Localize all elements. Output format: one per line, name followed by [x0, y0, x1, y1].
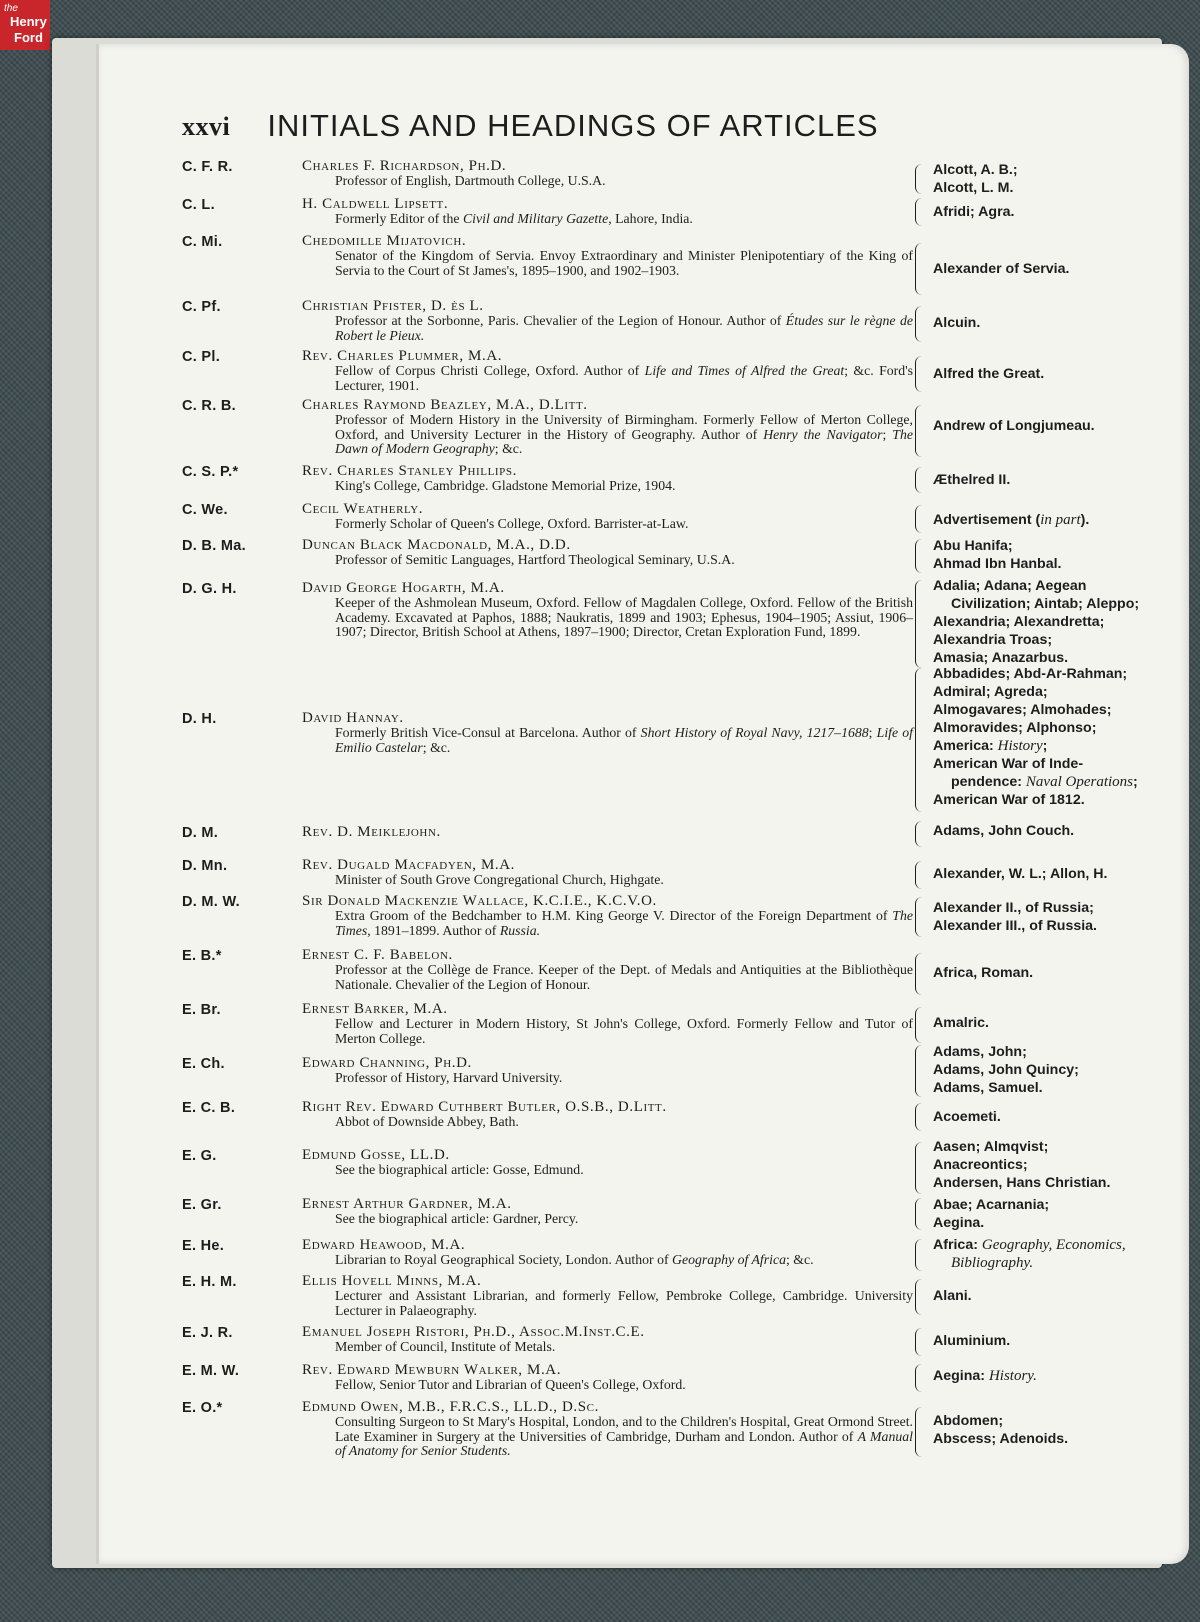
article-heading: Ahmad Ibn Hanbal.	[933, 556, 1062, 572]
article-headings	[933, 899, 1183, 935]
article-headings	[933, 537, 1183, 573]
desc-text: ;	[868, 725, 877, 740]
contributor-description: Keeper of the Ashmolean Museum, Oxford. Fellow of Magdalen College, Oxford. Fellow of the British Academy. Excavated at Paphos, 1888; Naukratis, 1899 and 1903; Ephesus, 1904–1905; Assiut, 1906–1907; Director, British School at Athens, 1897–1900; Director, Cretan Exploration Fund, 1899.	[335, 595, 913, 640]
article-headings	[933, 471, 1183, 489]
entry-initials: C. F. R.	[182, 159, 233, 175]
brace	[915, 467, 928, 493]
article-headings	[933, 1367, 1183, 1385]
desc-text: Consulting Surgeon to St Mary's Hospital, London, and to the Children's Hospital, Great Ormond Street. Late Examiner in Surgery at the Universities of Cambridge, Durham and London. Author of	[335, 1414, 913, 1444]
entry-initials: D. M. W.	[182, 894, 240, 910]
desc-title: Russia.	[499, 922, 541, 938]
article-headings	[933, 1236, 1183, 1272]
brace	[915, 821, 928, 847]
desc-title: The Times	[335, 908, 913, 938]
heading-text: Advertisement (	[933, 512, 1041, 528]
brace	[915, 1045, 928, 1097]
article-headings	[933, 1108, 1183, 1126]
article-headings	[933, 203, 1183, 221]
brace	[915, 1142, 928, 1194]
heading-text: America:	[933, 738, 998, 754]
entry-initials: E. Ch.	[182, 1056, 225, 1072]
entry-initials: E. H. M.	[182, 1274, 237, 1290]
entry-initials: D. G. H.	[182, 581, 237, 597]
contributor-description: Minister of South Grove Congregational Church, Highgate.	[335, 872, 664, 887]
contributor-description: King's College, Cambridge. Gladstone Memorial Prize, 1904.	[335, 478, 676, 493]
logo-line-2: Henry	[10, 14, 47, 29]
heading-italic: Bibliography.	[951, 1255, 1034, 1271]
brace	[915, 897, 928, 937]
desc-title: Études sur le règne de Robert le Pieux.	[335, 313, 913, 343]
desc-text: ; &c. Ford's Lecturer, 1901.	[335, 363, 913, 393]
page-header	[178, 108, 968, 148]
article-headings	[933, 822, 1183, 840]
brace	[915, 1198, 928, 1230]
desc-text: Professor of Modern History in the University of Birmingham. Formerly Fellow of Merton College, Oxford, and University Lecturer in the History of Geography. Author of	[335, 412, 913, 442]
article-heading: Civilization; Aintab; Aleppo;	[951, 596, 1140, 612]
article-heading: Alfred the Great.	[933, 366, 1045, 382]
brace	[915, 1279, 928, 1315]
article-heading: Alexander, W. L.; Allon, H.	[933, 866, 1108, 882]
heading-italic: Geography, Economics,	[981, 1237, 1126, 1253]
article-heading: American War of 1812.	[933, 792, 1085, 808]
contributor-description	[335, 726, 913, 755]
contributor-name: Ernest C. F. Babelon.	[302, 947, 453, 963]
article-heading: Alani.	[933, 1288, 972, 1304]
brace	[915, 1007, 928, 1043]
contributor-name: David George Hogarth, M.A.	[302, 580, 505, 596]
article-heading	[933, 1367, 1183, 1385]
brace	[915, 1328, 928, 1356]
article-heading: Africa, Roman.	[933, 965, 1034, 981]
desc-text: ;	[882, 426, 893, 442]
brace	[915, 668, 928, 812]
article-heading: Amasia; Anazarbus.	[933, 650, 1069, 666]
article-headings	[933, 1014, 1183, 1032]
article-heading: Alcott, L. M.	[933, 180, 1014, 196]
entry-initials: E. C. B.	[182, 1100, 236, 1116]
contributor-name: Rev. Edward Mewburn Walker, M.A.	[302, 1362, 562, 1378]
article-heading: Almogavares; Almohades;	[933, 702, 1112, 718]
brace	[915, 505, 928, 533]
desc-title: The Dawn of Modern Geography	[335, 426, 913, 457]
entry-initials: E. He.	[182, 1238, 225, 1254]
brace	[915, 1239, 928, 1271]
article-heading: Alexandria; Alexandretta;	[933, 614, 1105, 630]
desc-text: ; &c.	[422, 739, 451, 755]
article-heading: Alexander of Servia.	[933, 261, 1070, 277]
logo-line-3: Ford	[14, 30, 43, 45]
article-heading: Aluminium.	[933, 1333, 1011, 1349]
contributor-name: Edward Heawood, M.A.	[302, 1237, 466, 1253]
article-headings	[933, 1332, 1183, 1350]
contributor-description	[335, 1253, 913, 1268]
contributor-name: Ernest Arthur Gardner, M.A.	[302, 1196, 512, 1212]
contributor-name: Right Rev. Edward Cuthbert Butler, O.S.B., D.Litt.	[302, 1099, 667, 1115]
desc-text: , 1891–1899. Author of	[367, 922, 500, 938]
contributor-name: Rev. D. Meiklejohn.	[302, 824, 441, 840]
article-headings	[933, 865, 1183, 883]
article-headings	[933, 577, 1183, 667]
page-title: INITIALS AND HEADINGS OF ARTICLES	[267, 108, 879, 143]
article-heading: Abdomen;	[933, 1413, 1004, 1429]
article-heading: Abae; Acarnania;	[933, 1197, 1050, 1213]
article-heading: Acoemeti.	[933, 1109, 1001, 1125]
article-heading: Admiral; Agreda;	[933, 684, 1048, 700]
desc-text: Professor at the Sorbonne, Paris. Chevalier of the Legion of Honour. Author of	[335, 313, 786, 328]
entry-initials: C. L.	[182, 197, 215, 213]
logo-line-1: the	[4, 3, 18, 14]
desc-title: Life of Emilio Castelar	[335, 725, 913, 755]
article-headings	[933, 1412, 1183, 1448]
heading-text: ;	[1042, 738, 1048, 754]
heading-text: pendence:	[951, 774, 1026, 790]
entry-initials: C. Pf.	[182, 299, 221, 315]
article-headings	[933, 1043, 1183, 1097]
heading-text: ;	[1133, 774, 1138, 790]
entry-initials: D. Mn.	[182, 858, 228, 874]
contributor-description	[335, 909, 913, 938]
article-headings	[933, 964, 1183, 982]
desc-title: Civil and Military Gazette	[462, 211, 609, 226]
contributor-description: Lecturer and Assistant Librarian, and formerly Fellow, Pembroke College, Cambridge. University Lecturer in Palaeography.	[335, 1288, 913, 1318]
article-heading: Alexandria Troas;	[933, 632, 1053, 648]
brace	[915, 164, 928, 194]
article-headings	[933, 511, 1183, 529]
desc-title: Geography of Africa	[672, 1252, 786, 1267]
contributor-name: Sir Donald Mackenzie Wallace, K.C.I.E., K.C.V.O.	[302, 893, 657, 909]
contributor-description	[335, 314, 913, 343]
entry-initials: D. M.	[182, 825, 219, 841]
article-heading: Afridi; Agra.	[933, 204, 1015, 220]
contributor-name: Edward Channing, Ph.D.	[302, 1055, 472, 1071]
article-headings	[933, 417, 1183, 435]
contributor-name: Rev. Charles Plummer, M.A.	[302, 348, 503, 364]
article-heading: Alexander II., of Russia;	[933, 900, 1094, 916]
article-heading: Æthelred II.	[933, 472, 1011, 488]
article-heading: Andrew of Longjumeau.	[933, 418, 1095, 434]
article-heading: Andersen, Hans Christian.	[933, 1175, 1111, 1191]
article-headings	[933, 1138, 1183, 1192]
article-heading	[933, 1236, 1183, 1254]
article-heading: Aasen; Almqvist;	[933, 1139, 1049, 1155]
article-heading: Adalia; Adana; Aegean	[933, 578, 1087, 594]
contributor-name: Charles Raymond Beazley, M.A., D.Litt.	[302, 397, 588, 413]
article-heading: Aegina.	[933, 1215, 985, 1231]
contributor-description: See the biographical article: Gosse, Edmund.	[335, 1162, 584, 1177]
heading-text: Africa:	[933, 1237, 982, 1253]
desc-text: ; &c.	[786, 1252, 814, 1267]
article-heading: Almoravides; Alphonso;	[933, 720, 1097, 736]
heading-italic: in part	[1040, 512, 1081, 528]
article-heading	[933, 1254, 1183, 1272]
contributor-name: Duncan Black Macdonald, M.A., D.D.	[302, 537, 571, 553]
entry-initials: C. We.	[182, 502, 228, 518]
article-heading: Anacreontics;	[933, 1157, 1028, 1173]
contributor-description	[335, 413, 913, 457]
article-headings	[933, 260, 1183, 278]
article-heading	[933, 737, 1183, 755]
desc-text: Fellow of Corpus Christi College, Oxford. Author of	[335, 363, 645, 378]
article-heading: American War of Inde-	[933, 756, 1084, 772]
desc-text: ; &c.	[494, 441, 523, 457]
entry-initials: E. B.*	[182, 948, 222, 964]
article-headings	[933, 1287, 1183, 1305]
contributor-name: Rev. Dugald Macfadyen, M.A.	[302, 857, 516, 873]
contributor-description: Fellow and Lecturer in Modern History, St John's College, Oxford. Formerly Fellow and Tutor of Merton College.	[335, 1016, 913, 1046]
contributor-name: Emanuel Joseph Ristori, Ph.D., Assoc.M.Inst.C.E.	[302, 1324, 645, 1340]
contributor-description: Professor of English, Dartmouth College, U.S.A.	[335, 173, 606, 188]
entry-initials: C. R. B.	[182, 398, 236, 414]
contributor-name: Ellis Hovell Minns, M.A.	[302, 1273, 482, 1289]
entry-initials: D. B. Ma.	[182, 538, 246, 554]
entry-initials: D. H.	[182, 711, 217, 727]
contributor-description: Formerly Scholar of Queen's College, Oxford. Barrister-at-Law.	[335, 516, 689, 531]
entry-initials: E. Br.	[182, 1002, 221, 1018]
article-heading: Amalric.	[933, 1015, 989, 1031]
contributor-name: Rev. Charles Stanley Phillips.	[302, 463, 517, 479]
entry-initials: C. Mi.	[182, 234, 223, 250]
desc-title: Short History of Royal Navy, 1217–1688	[640, 725, 869, 740]
article-heading: Alcuin.	[933, 315, 981, 331]
entry-initials: E. O.*	[182, 1400, 223, 1416]
article-headings	[933, 365, 1183, 383]
brace	[915, 356, 928, 392]
entry-initials: C. S. P.*	[182, 464, 239, 480]
article-heading: Adams, John Couch.	[933, 823, 1075, 839]
contributor-description: Fellow, Senior Tutor and Librarian of Queen's College, Oxford.	[335, 1377, 686, 1392]
contributor-description: Professor of Semitic Languages, Hartford Theological Seminary, U.S.A.	[335, 552, 735, 567]
brace	[915, 405, 928, 457]
desc-text: , Lahore, India.	[608, 211, 693, 226]
article-heading: Adams, John;	[933, 1044, 1027, 1060]
contributor-description: Senator of the Kingdom of Servia. Envoy Extraordinary and Minister Plenipotentiary of the King of Servia to the Court of St James's, 1895–1900, and 1902–1903.	[335, 248, 913, 278]
heading-italic: History	[997, 738, 1043, 754]
page-number: xxvi	[182, 112, 231, 141]
article-heading: Alcott, A. B.;	[933, 162, 1018, 178]
brace	[915, 198, 928, 226]
desc-text: Formerly British Vice-Consul at Barcelona. Author of	[335, 725, 641, 740]
brace	[915, 243, 928, 295]
brace	[915, 861, 928, 889]
desc-title: Henry the Navigator	[763, 426, 883, 442]
contributor-name: Chedomille Mijatovich.	[302, 233, 467, 249]
brace	[915, 539, 928, 573]
brace	[915, 306, 928, 342]
brace	[915, 580, 928, 668]
heading-text: ).	[1080, 512, 1090, 528]
contributor-description: Professor at the Collège de France. Keeper of the Dept. of Medals and Antiquities at the Bibliothèque Nationale. Chevalier of the Legion of Honour.	[335, 962, 913, 992]
heading-italic: History.	[988, 1368, 1037, 1384]
contributor-description	[335, 212, 913, 227]
entry-initials: C. Pl.	[182, 349, 221, 365]
contributor-description: See the biographical article: Gardner, Percy.	[335, 1211, 579, 1226]
article-headings	[933, 1196, 1183, 1232]
article-heading: Adams, John Quincy;	[933, 1062, 1079, 1078]
desc-title: Life and Times of Alfred the Great	[644, 363, 845, 378]
contributor-name: Cecil Weatherly.	[302, 501, 424, 517]
contributor-description: Professor of History, Harvard University.	[335, 1070, 563, 1085]
article-heading: Abbadides; Abd-Ar-Rahman;	[933, 666, 1128, 682]
article-heading	[933, 511, 1183, 529]
contributor-name: Ernest Barker, M.A.	[302, 1001, 448, 1017]
contributor-name: Edmund Gosse, LL.D.	[302, 1147, 450, 1163]
desc-text: Librarian to Royal Geographical Society, London. Author of	[335, 1252, 673, 1267]
brace	[915, 953, 928, 995]
brace	[915, 1103, 928, 1131]
entry-initials: E. G.	[182, 1148, 217, 1164]
contributor-name: H. Caldwell Lipsett.	[302, 196, 449, 212]
article-headings	[933, 665, 1183, 809]
article-heading: Abu Hanifa;	[933, 538, 1013, 554]
article-heading: Abscess; Adenoids.	[933, 1431, 1069, 1447]
heading-italic: Naval Operations	[1025, 774, 1133, 790]
desc-text: Formerly Editor of the	[335, 211, 463, 226]
contributor-description	[335, 364, 913, 393]
henry-ford-logo	[0, 0, 50, 50]
contributor-description	[335, 1415, 913, 1459]
desc-title: A Manual of Anatomy for Senior Students.	[335, 1428, 913, 1459]
brace	[915, 1364, 928, 1392]
entry-initials: E. Gr.	[182, 1197, 222, 1213]
contributor-name: Edmund Owen, M.B., F.R.C.S., LL.D., D.Sc.	[302, 1399, 599, 1415]
entry-initials: E. M. W.	[182, 1363, 240, 1379]
contributor-name: Charles F. Richardson, Ph.D.	[302, 158, 507, 174]
brace	[915, 1407, 928, 1457]
desc-text: Extra Groom of the Bedchamber to H.M. King George V. Director of the Foreign Department of	[335, 908, 893, 923]
contributor-description: Member of Council, Institute of Metals.	[335, 1339, 556, 1354]
article-heading: Alexander III., of Russia.	[933, 918, 1097, 934]
contributor-name: Christian Pfister, D. ès L.	[302, 298, 484, 314]
heading-text: Aegina:	[933, 1368, 989, 1384]
entry-initials: E. J. R.	[182, 1325, 233, 1341]
article-heading	[933, 773, 1183, 791]
article-headings	[933, 161, 1183, 197]
contributor-description: Abbot of Downside Abbey, Bath.	[335, 1114, 519, 1129]
article-headings	[933, 314, 1183, 332]
article-heading: Adams, Samuel.	[933, 1080, 1043, 1096]
contributor-name: David Hannay.	[302, 710, 404, 726]
